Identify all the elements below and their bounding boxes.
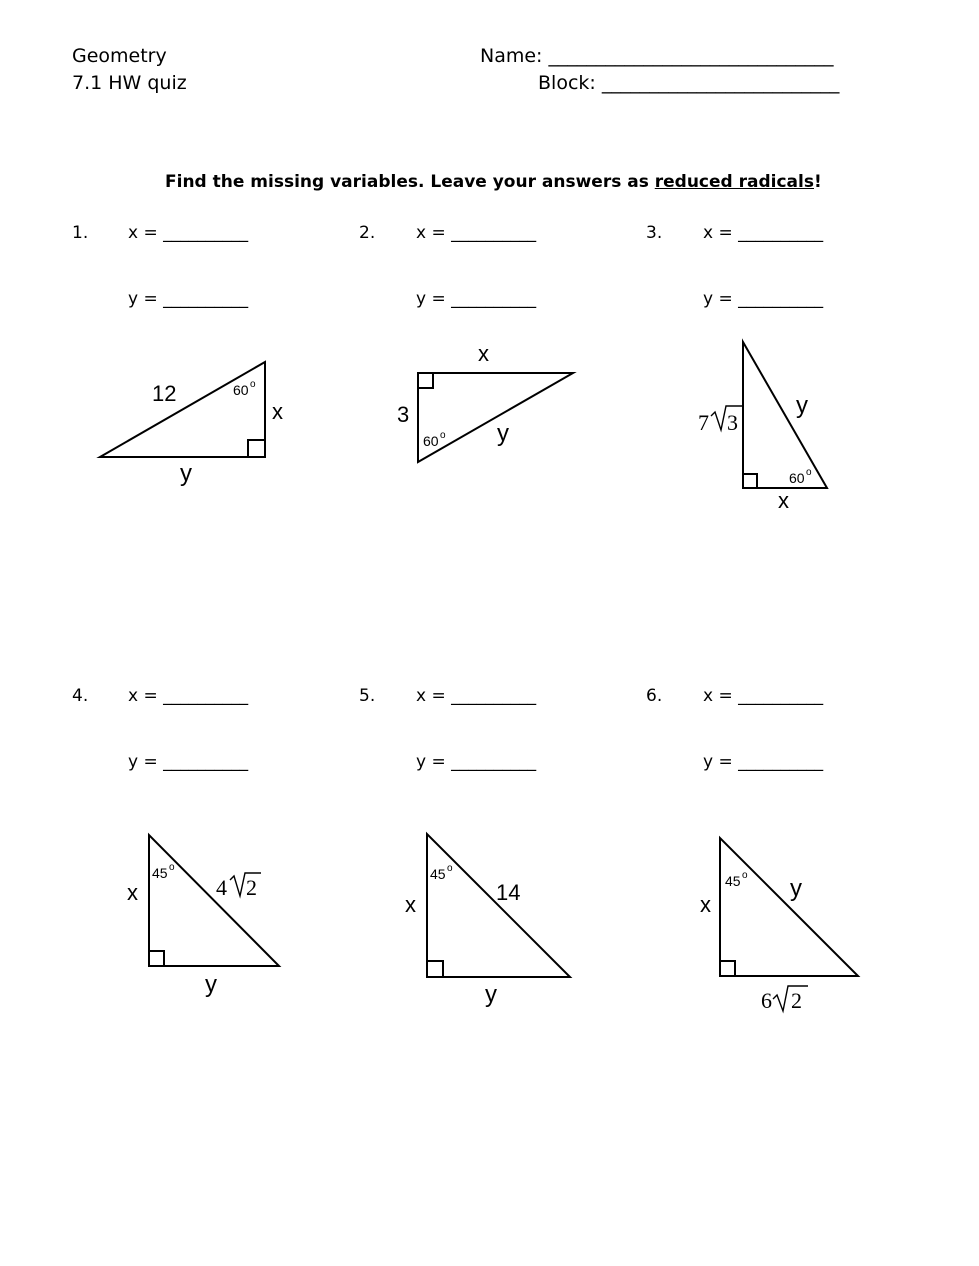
p4-hyp-coef: 4 (216, 875, 227, 900)
p6-angle-label: 45 (725, 873, 741, 889)
p3-base-label: x (778, 488, 789, 513)
problem-4-x-prompt: x = __________ (128, 686, 249, 706)
problem-4-number: 4. (72, 686, 89, 706)
right-angle-5 (427, 961, 443, 977)
triangle-1 (100, 362, 265, 457)
block-label: Block: (538, 72, 596, 94)
right-angle-1 (248, 440, 265, 457)
p3-degree-mark: o (806, 467, 812, 478)
problem-2-number: 2. (359, 223, 376, 243)
block-blank: _________________________ (601, 72, 840, 94)
problem-5-x-prompt: x = __________ (416, 686, 537, 706)
p2-hyp-label: y (497, 420, 509, 447)
instructions-lead: Find the missing variables. Leave your answers as (165, 172, 655, 192)
right-angle-6 (720, 961, 735, 976)
p6-degree-mark: o (742, 870, 748, 881)
p1-angle-label: 60 (233, 382, 249, 398)
triangle-2 (418, 373, 573, 462)
p5-base-label: y (485, 981, 497, 1008)
p1-hyp-label: 12 (152, 381, 177, 406)
p2-angle-label: 60 (423, 433, 439, 449)
p5-angle-label: 45 (430, 866, 446, 882)
p4-hyp-radicand: 2 (246, 875, 257, 900)
problem-6-x-prompt: x = __________ (703, 686, 824, 706)
problem-6-number: 6. (646, 686, 663, 706)
p1-base-label: y (180, 460, 192, 487)
problem-3-x-prompt: x = __________ (703, 223, 824, 243)
p3-hyp-label: y (796, 392, 808, 419)
p6-hyp-label: y (790, 875, 802, 902)
problem-6-y-prompt: y = __________ (703, 752, 824, 772)
course-title: Geometry (72, 45, 167, 67)
p6-left-label: x (700, 892, 711, 917)
triangle-6 (720, 838, 858, 976)
p5-degree-mark: o (447, 863, 453, 874)
problem-1-number: 1. (72, 223, 89, 243)
problem-3-y-prompt: y = __________ (703, 289, 824, 309)
p3-angle-label: 60 (789, 470, 805, 486)
problem-3-number: 3. (646, 223, 663, 243)
p1-degree-mark: o (250, 379, 256, 390)
instructions-tail: ! (813, 172, 822, 192)
p6-base-radicand: 2 (791, 988, 802, 1013)
p2-left-label: 3 (397, 402, 410, 427)
p5-hyp-label: 14 (496, 880, 521, 905)
problem-5-y-prompt: y = __________ (416, 752, 537, 772)
p5-left-label: x (405, 892, 416, 917)
triangle-3 (743, 342, 827, 488)
problem-1-x-prompt: x = __________ (128, 223, 249, 243)
p1-side-label: x (272, 399, 283, 424)
problem-1-y-prompt: y = __________ (128, 289, 249, 309)
name-blank: ______________________________ (548, 45, 834, 67)
p2-top-label: x (478, 341, 489, 366)
p4-angle-label: 45 (152, 865, 168, 881)
right-angle-2 (418, 373, 433, 388)
p3-left-coef: 7 (698, 410, 709, 435)
triangle-4 (149, 835, 279, 966)
p3-left-radicand: 3 (727, 410, 738, 435)
p2-degree-mark: o (440, 430, 446, 441)
instructions-emphasis: reduced radicals (654, 172, 814, 192)
problem-4-y-prompt: y = __________ (128, 752, 249, 772)
p6-base-coef: 6 (761, 988, 772, 1013)
p4-left-label: x (127, 880, 138, 905)
problem-2-x-prompt: x = __________ (416, 223, 537, 243)
problem-2-y-prompt: y = __________ (416, 289, 537, 309)
right-angle-3 (743, 474, 757, 488)
right-angle-4 (149, 951, 164, 966)
p4-base-label: y (205, 971, 217, 998)
p4-degree-mark: o (169, 862, 175, 873)
triangle-5 (427, 834, 570, 977)
problem-5-number: 5. (359, 686, 376, 706)
name-label: Name: (480, 45, 543, 67)
assignment-title: 7.1 HW quiz (72, 72, 187, 94)
